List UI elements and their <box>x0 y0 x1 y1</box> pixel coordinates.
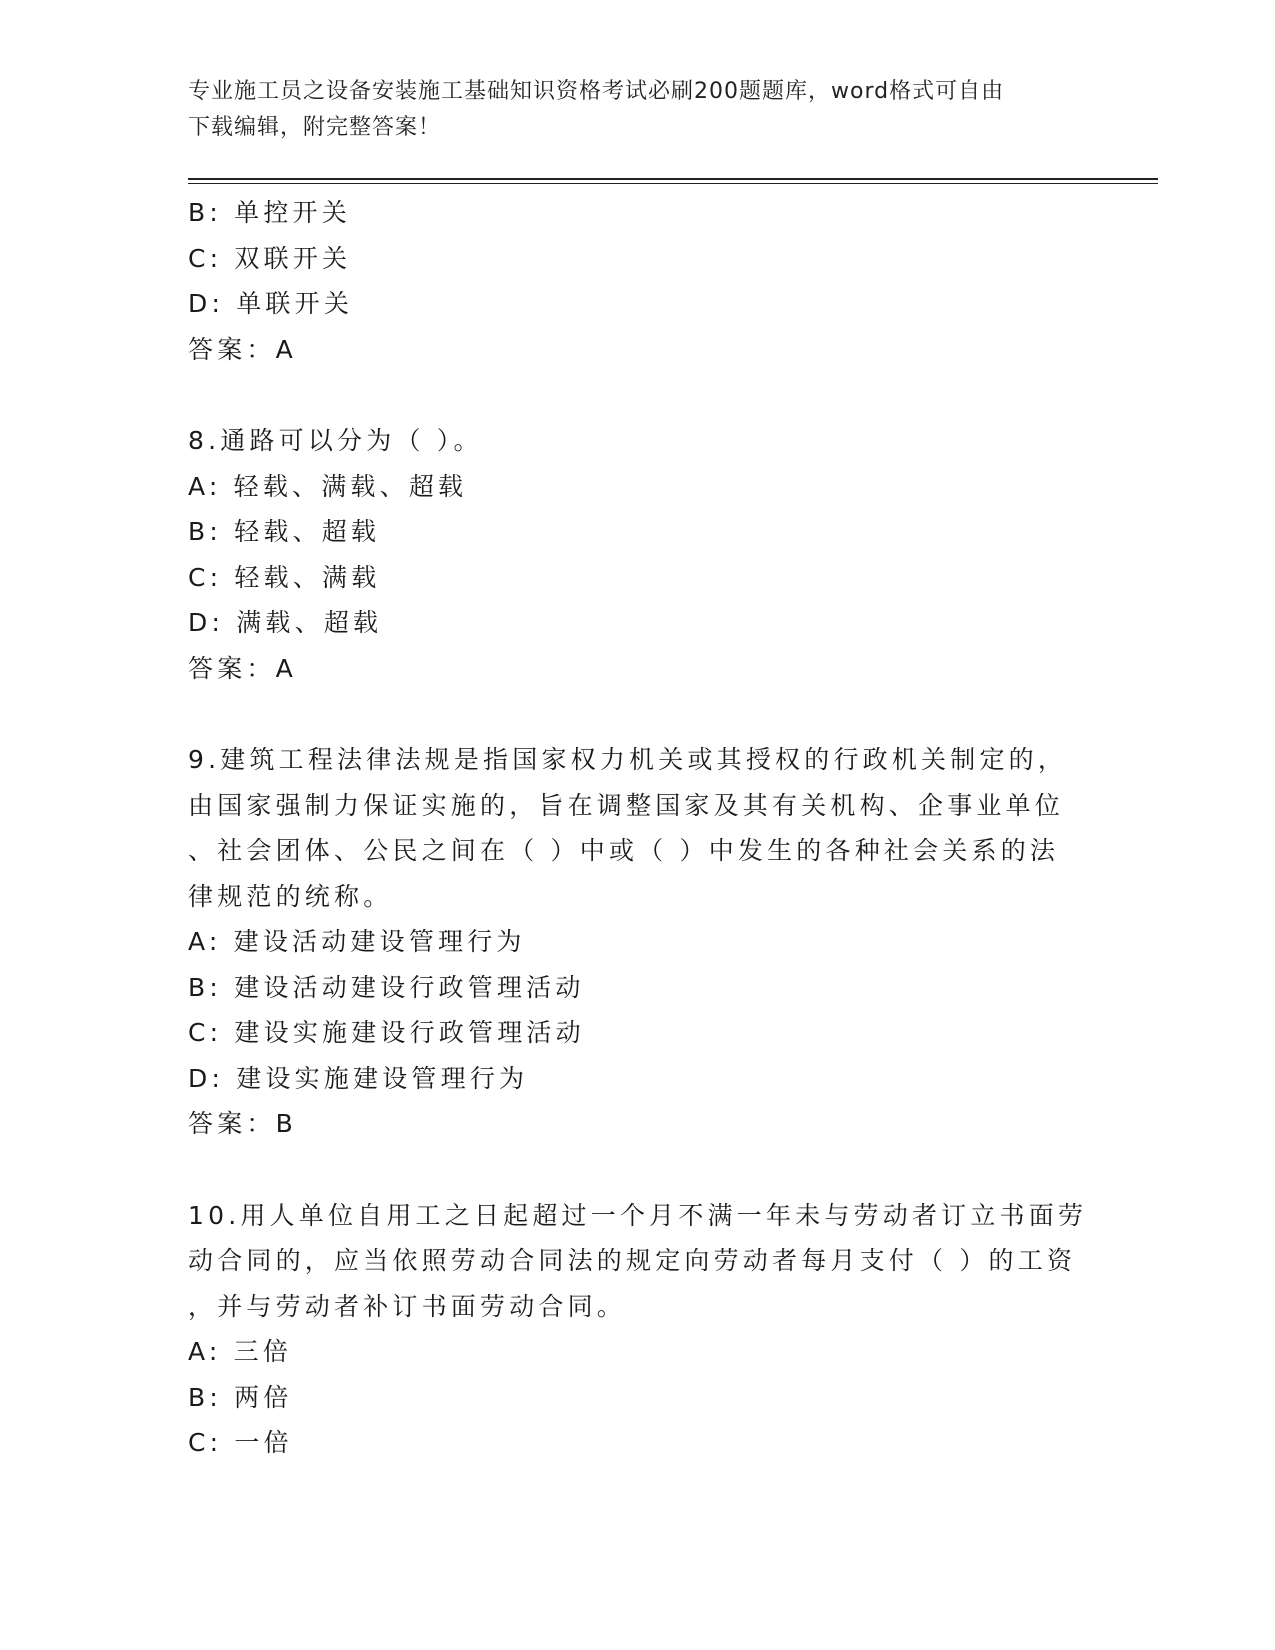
question-stem-line: 9.建筑工程法律法规是指国家权力机关或其授权的行政机关制定的， <box>188 745 1068 774</box>
option-a: A: 建设活动建设管理行为 <box>188 927 526 956</box>
question-10 <box>188 1193 1088 1466</box>
question-stem-line: ，并与劳动者补订书面劳动合同。 <box>188 1291 627 1321</box>
option-a: A: 三倍 <box>188 1337 293 1366</box>
option-d: D: 满载、超载 <box>188 608 383 637</box>
question-stem-line: 律规范的统称。 <box>188 881 393 911</box>
header-divider-thin <box>188 183 1158 184</box>
question-stem-line: 动合同的，应当依照劳动合同法的规定向劳动者每月支付（ ）的工资 <box>188 1246 1077 1275</box>
question-stem-line: 、社会团体、公民之间在（ ）中或（ ）中发生的各种社会关系的法 <box>188 836 1060 865</box>
question-7-tail <box>188 190 1088 372</box>
question-stem-line: 由国家强制力保证实施的，旨在调整国家及其有关机构、企事业单位 <box>188 790 1065 820</box>
option-b: B: 单控开关 <box>188 198 351 227</box>
option-a: A: 轻载、满载、超载 <box>188 471 468 501</box>
option-b: B: 两倍 <box>188 1382 293 1412</box>
option-c: C: 一倍 <box>188 1428 293 1457</box>
question-stem-line: 10.用人单位自用工之日起超过一个月不满一年未与劳动者订立书面劳 <box>188 1200 1088 1230</box>
option-d: D: 单联开关 <box>188 289 354 318</box>
option-b: B: 建设活动建设行政管理活动 <box>188 972 585 1002</box>
question-8 <box>188 418 1088 691</box>
answer-line: 答案：A <box>188 653 297 683</box>
question-9 <box>188 737 1088 1147</box>
question-spacer <box>188 1147 1088 1193</box>
option-c: C: 双联开关 <box>188 243 352 273</box>
answer-line: 答案：B <box>188 1109 297 1138</box>
question-spacer <box>188 372 1088 418</box>
option-c: C: 建设实施建设行政管理活动 <box>188 1018 585 1047</box>
option-b: B: 轻载、超载 <box>188 517 381 546</box>
question-spacer <box>188 691 1088 737</box>
option-c: C: 轻载、满载 <box>188 562 381 592</box>
document-header <box>188 74 1088 146</box>
header-title-line-1: 专业施工员之设备安装施工基础知识资格考试必刷200题题库，word格式可自由 <box>188 79 1005 104</box>
option-d: D: 建设实施建设管理行为 <box>188 1063 529 1093</box>
header-title-line-2: 下载编辑，附完整答案！ <box>188 115 442 140</box>
question-list <box>188 190 1088 1466</box>
answer-line: 答案：A <box>188 334 297 364</box>
question-stem: 8.通路可以分为（ ）。 <box>188 426 483 455</box>
header-divider-thick <box>188 178 1158 180</box>
